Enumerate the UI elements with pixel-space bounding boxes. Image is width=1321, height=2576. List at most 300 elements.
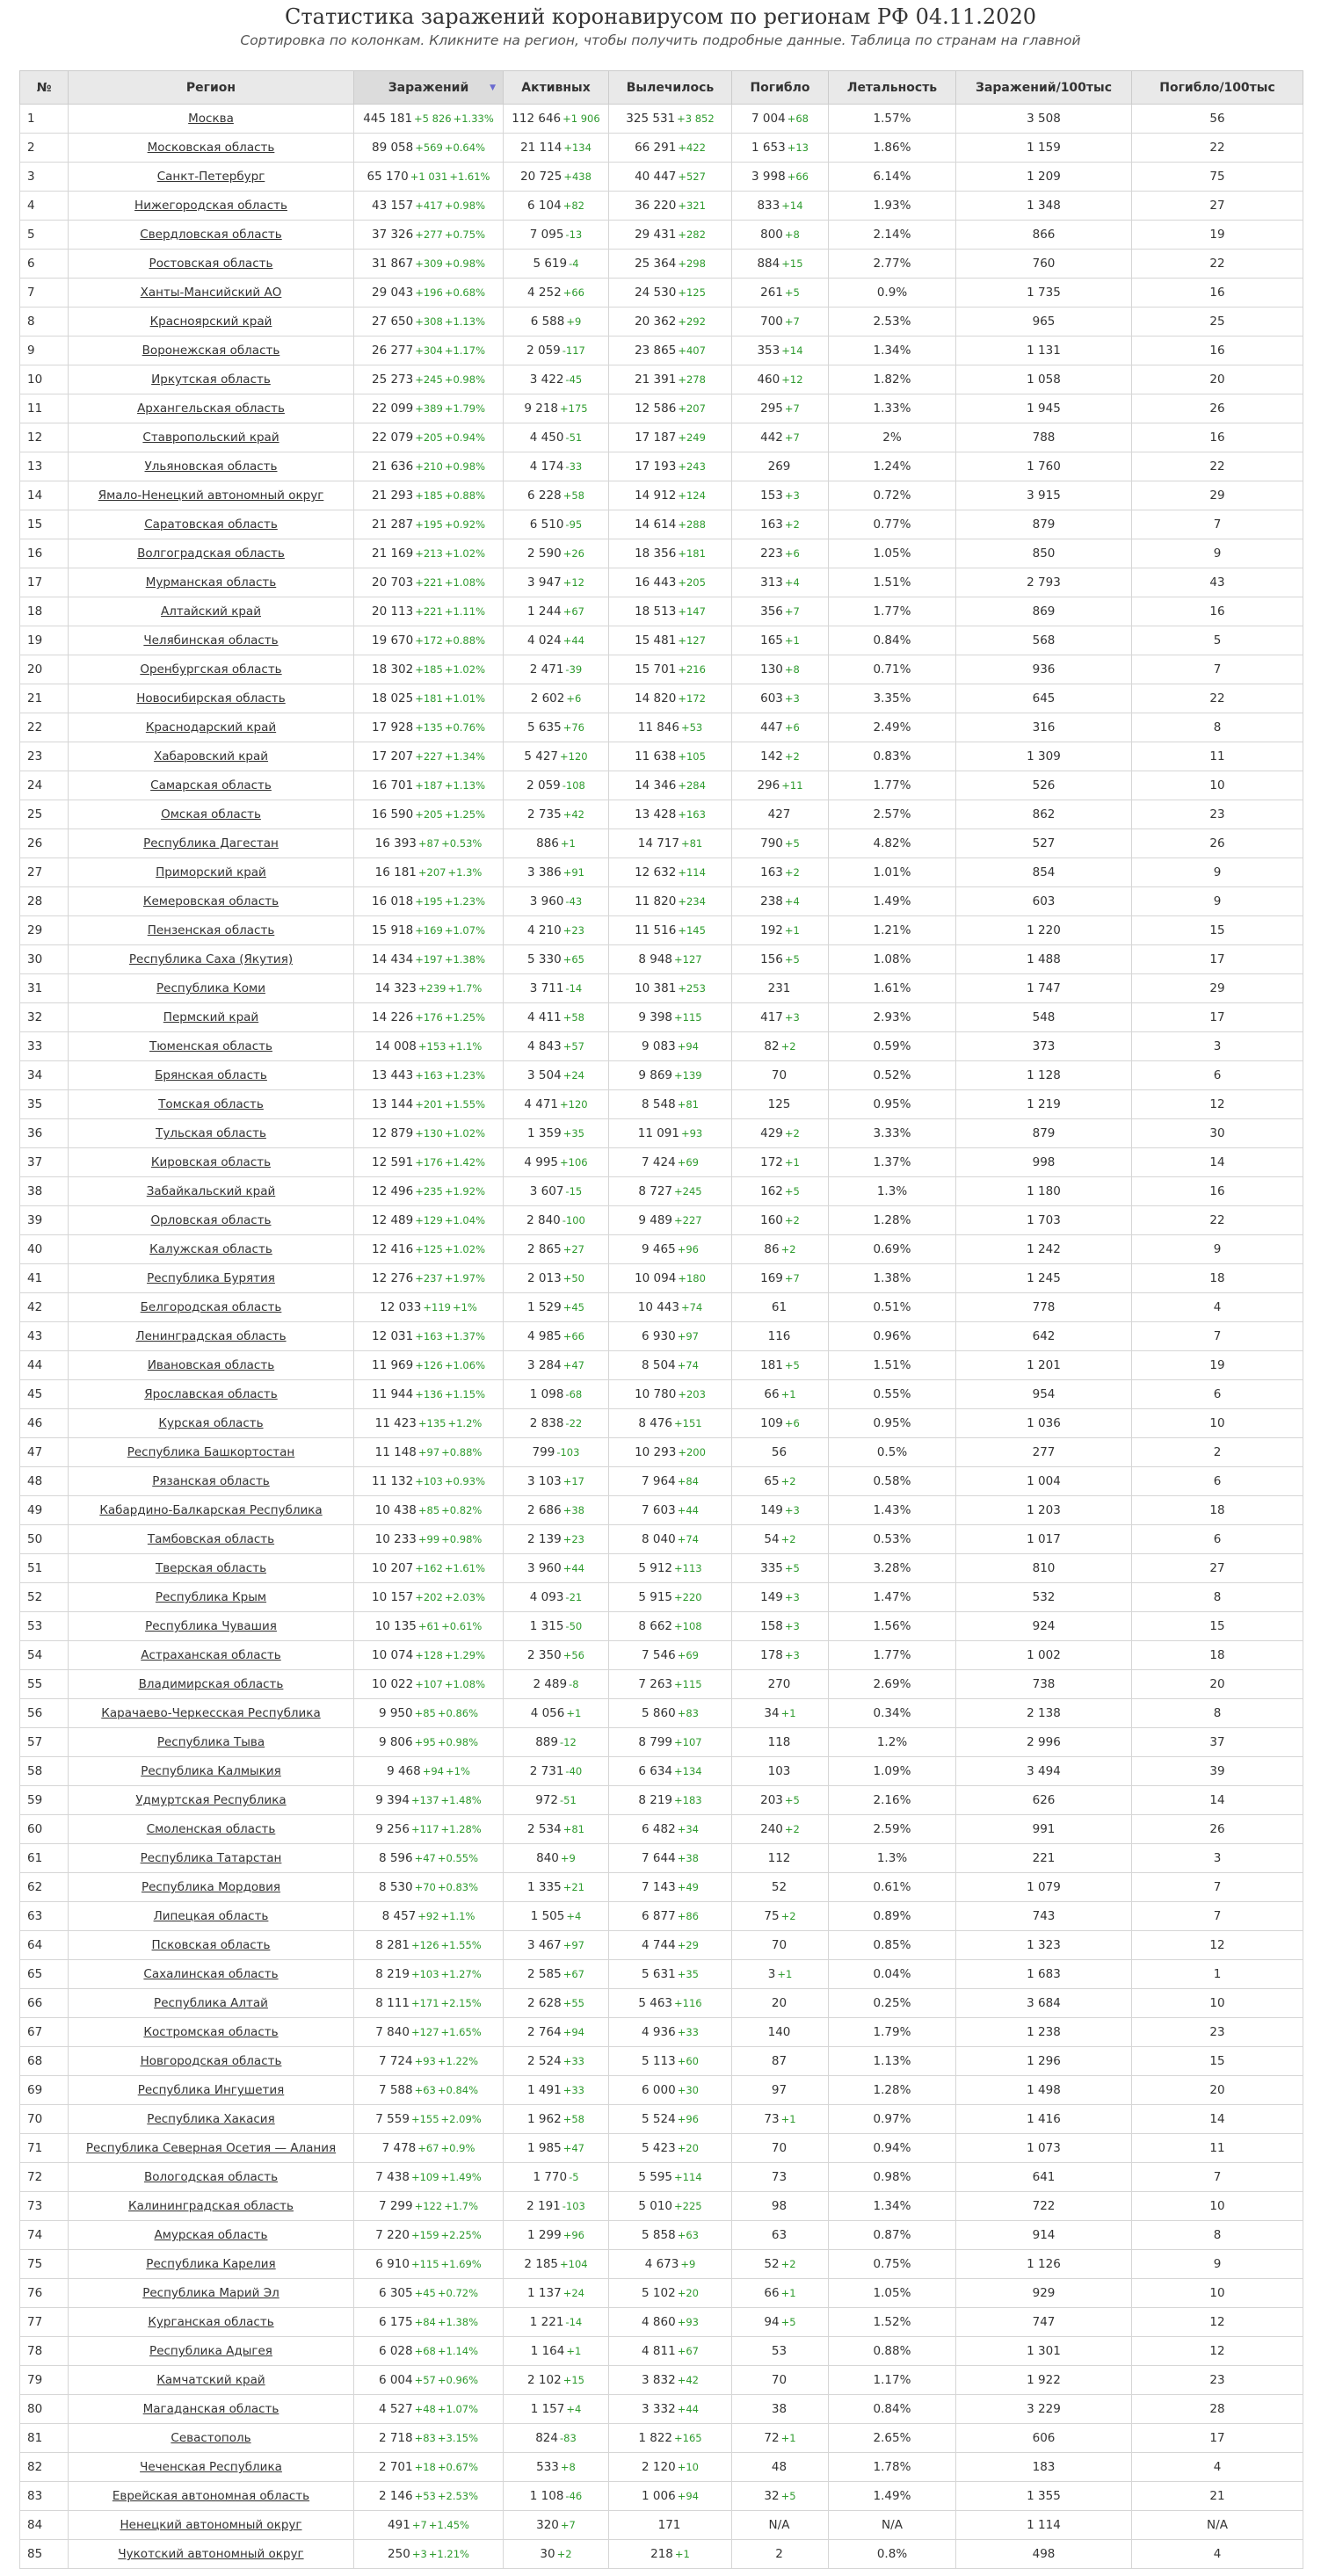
lethality-value: 0.8% <box>876 2547 908 2561</box>
cell-lethality <box>829 1119 956 1148</box>
cell-infected-per-100k <box>956 626 1132 655</box>
cell-deaths-per-100k <box>1132 800 1303 829</box>
recovered-delta: +107 <box>674 1736 702 1748</box>
region-link[interactable]: Амурская область <box>154 2228 268 2242</box>
region-link[interactable]: Ивановская область <box>147 1358 275 1372</box>
active-delta: -100 <box>562 1214 585 1226</box>
region-link[interactable]: Республика Башкортостан <box>127 1445 295 1459</box>
recovered-delta: +134 <box>674 1765 702 1777</box>
column-header-active[interactable]: Активных <box>504 71 609 105</box>
cell-number <box>20 163 69 192</box>
recovered-value: 1 006 <box>642 2489 676 2503</box>
column-header-region[interactable]: Регион <box>69 71 354 105</box>
region-link[interactable]: Республика Чувашия <box>145 1619 277 1633</box>
recovered-delta: +81 <box>677 1098 699 1111</box>
region-link[interactable]: Республика Коми <box>156 981 265 995</box>
cell-region <box>69 2105 354 2134</box>
recovered-delta: +245 <box>674 1185 702 1198</box>
region-link[interactable]: Республика Адыгея <box>149 2344 272 2358</box>
active-value: 1 315 <box>529 1619 564 1633</box>
region-link[interactable]: Москва <box>188 112 234 126</box>
region-link[interactable]: Республика Ингушетия <box>137 2083 285 2097</box>
cell-infected-per-100k <box>956 2134 1132 2163</box>
cell-deaths-per-100k <box>1132 2192 1303 2221</box>
active-value: 1 985 <box>527 2141 562 2155</box>
region-link[interactable]: Приморский край <box>156 865 266 879</box>
region-link[interactable]: Магаданская область <box>142 2402 279 2416</box>
cell-deaths-per-100k <box>1132 221 1303 250</box>
deaths-per-100k-value: 6 <box>1213 1474 1222 1488</box>
cell-recovered <box>609 1525 732 1554</box>
active-value: 1 098 <box>529 1387 564 1401</box>
cell-region <box>69 1090 354 1119</box>
row-number: 24 <box>27 778 43 792</box>
deaths-delta: +6 <box>784 721 800 734</box>
cell-infected-per-100k <box>956 945 1132 974</box>
lethality-value: 1.49% <box>873 2489 911 2503</box>
infected-delta: +18 <box>414 2461 436 2473</box>
region-link[interactable]: Новгородская область <box>140 2054 282 2068</box>
region-link[interactable]: Смоленская область <box>146 1822 276 1836</box>
region-link[interactable]: Республика Северная Осетия — Алания <box>85 2141 337 2155</box>
region-link[interactable]: Республика Бурятия <box>147 1271 275 1285</box>
recovered-delta: +67 <box>677 2345 699 2357</box>
region-link[interactable]: Калужская область <box>149 1242 272 1256</box>
cell-lethality <box>829 1235 956 1264</box>
region-link[interactable]: Воронежская область <box>142 344 280 358</box>
cell-deaths-per-100k <box>1132 1264 1303 1293</box>
region-link[interactable]: Хабаровский край <box>153 749 269 763</box>
active-value: 3 960 <box>527 1561 562 1575</box>
cell-active <box>504 1148 609 1177</box>
row-number: 72 <box>27 2170 43 2184</box>
active-delta: -103 <box>556 1446 580 1458</box>
active-value: 3 284 <box>527 1358 562 1372</box>
cell-infected-per-100k <box>956 1148 1132 1177</box>
recovered-delta: +282 <box>678 228 706 241</box>
region-link[interactable]: Еврейская автономная область <box>112 2489 310 2503</box>
cell-infected <box>354 423 504 452</box>
region-link[interactable]: Чукотский автономный округ <box>118 2547 304 2561</box>
table-row <box>20 1699 1303 1728</box>
region-link[interactable]: Тамбовская область <box>147 1532 275 1546</box>
active-delta: +23 <box>563 924 584 937</box>
recovered-delta: +205 <box>678 576 706 589</box>
column-header-deaths-per-100k[interactable]: Погибло/100тыс <box>1132 71 1303 105</box>
cell-deaths <box>732 568 829 597</box>
recovered-value: 10 094 <box>635 1271 677 1285</box>
cell-lethality <box>829 1583 956 1612</box>
region-link[interactable]: Рязанская область <box>152 1474 270 1488</box>
cell-infected-per-100k <box>956 771 1132 800</box>
cell-infected <box>354 250 504 279</box>
infected-delta: +221 <box>415 605 443 618</box>
infected-per-100k-value: 1 309 <box>1027 749 1061 763</box>
recovered-value: 6 482 <box>642 1822 676 1836</box>
region-link[interactable]: Камчатский край <box>156 2373 265 2387</box>
column-header-number[interactable]: № <box>20 71 69 105</box>
region-link[interactable]: Новосибирская область <box>136 691 286 706</box>
region-link[interactable]: Саратовская область <box>144 517 278 532</box>
region-link[interactable]: Санкт-Петербург <box>156 170 265 184</box>
cell-deaths <box>732 1612 829 1641</box>
region-link[interactable]: Ямало-Ненецкий автономный округ <box>98 488 324 503</box>
cell-region <box>69 2163 354 2192</box>
region-link[interactable]: Республика Дагестан <box>143 836 279 850</box>
cell-deaths-per-100k <box>1132 2337 1303 2366</box>
cell-deaths-per-100k <box>1132 134 1303 163</box>
region-link[interactable]: Владимирская область <box>138 1677 284 1691</box>
active-value: 1 221 <box>529 2315 564 2329</box>
region-link[interactable]: Ханты-Мансийский АО <box>140 286 282 300</box>
cell-infected-per-100k <box>956 568 1132 597</box>
cell-infected <box>354 1699 504 1728</box>
lethality-value: 0.59% <box>873 1039 911 1053</box>
infected-delta: +7 <box>411 2519 427 2531</box>
cell-number <box>20 2453 69 2482</box>
recovered-delta: +249 <box>678 431 706 444</box>
region-link[interactable]: Алтайский край <box>161 604 261 619</box>
region-link[interactable]: Челябинская область <box>143 633 279 648</box>
table-row <box>20 1090 1303 1119</box>
active-delta: -103 <box>562 2200 585 2212</box>
row-number: 65 <box>27 1967 43 1981</box>
region-link[interactable]: Свердловская область <box>140 228 282 242</box>
infected-value: 16 393 <box>374 836 417 850</box>
deaths-value: 160 <box>760 1213 783 1227</box>
cell-recovered <box>609 1177 732 1206</box>
cell-number <box>20 2337 69 2366</box>
cell-region <box>69 597 354 626</box>
cell-deaths-per-100k <box>1132 1235 1303 1264</box>
region-link[interactable]: Республика Марий Эл <box>142 2286 279 2300</box>
region-link[interactable]: Тульская область <box>156 1126 266 1140</box>
infected-per-100k-value: 1 114 <box>1027 2518 1061 2532</box>
deaths-value: 231 <box>767 981 791 995</box>
recovered-value: 21 391 <box>635 373 677 387</box>
recovered-delta: +74 <box>680 1301 703 1313</box>
cell-region <box>69 713 354 742</box>
cell-recovered <box>609 2366 732 2395</box>
cell-number <box>20 1322 69 1351</box>
region-link[interactable]: Курганская область <box>148 2315 274 2329</box>
cell-deaths <box>732 1380 829 1409</box>
cell-infected <box>354 1728 504 1757</box>
infected-delta-percent: +3.15% <box>437 2432 479 2444</box>
active-delta: +96 <box>563 2229 584 2241</box>
active-value: 4 411 <box>527 1010 562 1024</box>
deaths-value: 172 <box>760 1155 783 1169</box>
recovered-value: 2 120 <box>642 2460 676 2474</box>
region-link[interactable]: Республика Калмыкия <box>141 1764 281 1778</box>
deaths-per-100k-value: 26 <box>1209 836 1225 850</box>
recovered-delta: +145 <box>678 924 706 937</box>
active-value: 112 646 <box>512 112 562 126</box>
table-row <box>20 539 1303 568</box>
column-header-deaths[interactable]: Погибло <box>732 71 829 105</box>
recovered-value: 7 644 <box>642 1851 676 1865</box>
cell-infected-per-100k <box>956 1757 1132 1786</box>
region-link[interactable]: Республика Тыва <box>156 1735 265 1749</box>
infected-value: 11 969 <box>371 1358 414 1372</box>
cell-lethality <box>829 1177 956 1206</box>
deaths-delta: +3 <box>784 1504 800 1516</box>
infected-delta: +237 <box>415 1272 443 1284</box>
cell-deaths <box>732 2308 829 2337</box>
cell-infected <box>354 1786 504 1815</box>
cell-deaths <box>732 887 829 916</box>
cell-region <box>69 1380 354 1409</box>
infected-per-100k-value: 998 <box>1032 1155 1056 1169</box>
deaths-value: 130 <box>760 662 783 677</box>
region-link[interactable]: Курская область <box>158 1416 264 1430</box>
cell-active <box>504 684 609 713</box>
region-link[interactable]: Волгоградская область <box>137 546 285 561</box>
cell-infected-per-100k <box>956 2018 1132 2047</box>
region-link[interactable]: Вологодская область <box>143 2170 279 2184</box>
region-link[interactable]: Иркутская область <box>151 373 271 387</box>
region-link[interactable]: Тюменская область <box>149 1039 272 1053</box>
region-link[interactable]: Удмуртская Республика <box>135 1793 287 1807</box>
active-delta: +91 <box>563 866 584 879</box>
region-link[interactable]: Севастополь <box>171 2431 251 2445</box>
active-delta: +38 <box>563 1504 584 1516</box>
region-link[interactable]: Московская область <box>147 141 275 155</box>
region-link[interactable]: Тверская область <box>155 1561 267 1575</box>
table-row <box>20 1989 1303 2018</box>
recovered-value: 3 332 <box>642 2402 676 2416</box>
table-row <box>20 221 1303 250</box>
region-link[interactable]: Ульяновская область <box>144 459 278 474</box>
recovered-value: 25 364 <box>635 257 677 271</box>
region-link[interactable]: Забайкальский край <box>146 1184 276 1198</box>
infected-delta: +159 <box>410 2229 439 2241</box>
column-header-infected-per-100k[interactable]: Заражений/100тыс <box>956 71 1132 105</box>
active-delta: -95 <box>565 518 583 531</box>
infected-value: 4 527 <box>378 2402 413 2416</box>
active-value: 4 471 <box>524 1097 559 1111</box>
lethality-value: 0.9% <box>876 286 908 300</box>
region-link[interactable]: Астраханская область <box>141 1648 281 1662</box>
cell-infected <box>354 2163 504 2192</box>
deaths-per-100k-value: 12 <box>1209 2344 1225 2358</box>
infected-delta-percent: +1.69% <box>440 2258 482 2270</box>
deaths-per-100k-value: 8 <box>1213 1590 1222 1604</box>
infected-per-100k-value: 879 <box>1032 517 1056 532</box>
region-link[interactable]: Республика Мордовия <box>141 1880 281 1894</box>
deaths-delta: +1 <box>784 634 800 647</box>
cell-lethality <box>829 1322 956 1351</box>
row-number: 6 <box>27 257 35 271</box>
deaths-value: 73 <box>764 2112 780 2126</box>
region-link[interactable]: Республика Хакасия <box>147 2112 275 2126</box>
cell-region <box>69 1032 354 1061</box>
row-number: 38 <box>27 1184 43 1198</box>
recovered-value: 5 595 <box>638 2170 673 2184</box>
cell-number <box>20 2163 69 2192</box>
cell-infected <box>354 887 504 916</box>
region-link[interactable]: Республика Татарстан <box>140 1851 282 1865</box>
deaths-per-100k-value: 28 <box>1209 2402 1225 2416</box>
row-number: 18 <box>27 604 43 619</box>
region-link[interactable]: Ростовская область <box>149 257 273 271</box>
recovered-delta: +234 <box>678 895 706 908</box>
region-link[interactable]: Костромская область <box>143 2025 279 2039</box>
region-link[interactable]: Ярославская область <box>144 1387 278 1401</box>
cell-deaths-per-100k <box>1132 2047 1303 2076</box>
infected-delta: +187 <box>415 779 443 792</box>
lethality-value: 1.52% <box>873 2315 911 2329</box>
table-row <box>20 510 1303 539</box>
cell-region <box>69 626 354 655</box>
infected-per-100k-value: 1 004 <box>1027 1474 1061 1488</box>
cell-deaths-per-100k <box>1132 1902 1303 1931</box>
infected-delta: +70 <box>414 1881 436 1893</box>
region-link[interactable]: Республика Саха (Якутия) <box>128 952 294 966</box>
deaths-per-100k-value: 20 <box>1209 2083 1225 2097</box>
region-link[interactable]: Сахалинская область <box>143 1967 279 1981</box>
infected-per-100k-value: 1 079 <box>1027 1880 1061 1894</box>
cell-infected <box>354 2308 504 2337</box>
row-number: 55 <box>27 1677 43 1691</box>
region-link[interactable]: Омская область <box>161 807 261 821</box>
cell-active <box>504 1670 609 1699</box>
region-link[interactable]: Белгородская область <box>140 1300 282 1314</box>
deaths-value: 56 <box>771 1445 788 1459</box>
cell-active <box>504 1960 609 1989</box>
recovered-value: 10 293 <box>635 1445 677 1459</box>
cell-infected <box>354 1931 504 1960</box>
infected-value: 9 950 <box>378 1706 413 1720</box>
cell-lethality <box>829 858 956 887</box>
row-number: 16 <box>27 546 43 561</box>
column-header-infected[interactable] <box>354 71 504 105</box>
cell-lethality <box>829 452 956 481</box>
region-link[interactable]: Ставропольский край <box>142 431 279 445</box>
region-link[interactable]: Кемеровская область <box>142 894 279 908</box>
recovered-value: 11 846 <box>637 720 679 734</box>
row-number: 62 <box>27 1880 43 1894</box>
column-header-recovered[interactable]: Вылечилось <box>609 71 732 105</box>
region-link[interactable]: Томская область <box>158 1097 264 1111</box>
active-value: 2 590 <box>527 546 562 561</box>
region-link[interactable]: Брянская область <box>155 1068 267 1082</box>
lethality-value: 2.49% <box>873 720 911 734</box>
region-link[interactable]: Карачаево-Черкесская Республика <box>101 1706 321 1720</box>
recovered-delta: +33 <box>677 2026 699 2038</box>
region-link[interactable]: Красноярский край <box>149 315 272 329</box>
table-row <box>20 916 1303 945</box>
cell-lethality <box>829 771 956 800</box>
row-number: 85 <box>27 2547 43 2561</box>
region-link[interactable]: Чеченская Республика <box>140 2460 282 2474</box>
infected-delta: +68 <box>414 2345 436 2357</box>
table-row <box>20 2018 1303 2047</box>
deaths-per-100k-value: 17 <box>1209 1010 1225 1024</box>
region-link[interactable]: Пермский край <box>163 1010 259 1024</box>
region-link[interactable]: Липецкая область <box>153 1909 269 1923</box>
lethality-value: 3.35% <box>873 691 911 706</box>
active-delta: +94 <box>563 2026 584 2038</box>
region-link[interactable]: Кировская область <box>150 1155 272 1169</box>
cell-number <box>20 1264 69 1293</box>
row-number: 52 <box>27 1590 43 1604</box>
active-value: 3 103 <box>527 1474 562 1488</box>
infected-delta-percent: +0.98% <box>441 1533 483 1545</box>
region-link[interactable]: Самарская область <box>150 778 272 792</box>
infected-per-100k-value: 778 <box>1032 1300 1056 1314</box>
infected-delta: +95 <box>414 1736 436 1748</box>
region-link[interactable]: Пензенская область <box>147 923 275 937</box>
cell-active <box>504 394 609 423</box>
cell-active <box>504 134 609 163</box>
infected-value: 12 416 <box>371 1242 414 1256</box>
table-row <box>20 1235 1303 1264</box>
recovered-value: 5 915 <box>638 1590 673 1604</box>
infected-delta-percent: +0.98% <box>437 1736 479 1748</box>
cell-deaths <box>732 1438 829 1467</box>
cell-region <box>69 2540 354 2569</box>
active-delta: +6 <box>566 692 582 705</box>
recovered-value: 8 948 <box>638 952 673 966</box>
cell-number <box>20 423 69 452</box>
region-link[interactable]: Архангельская область <box>137 402 285 416</box>
region-link[interactable]: Ненецкий автономный округ <box>120 2518 302 2532</box>
cell-deaths-per-100k <box>1132 250 1303 279</box>
deaths-delta: +15 <box>781 257 803 270</box>
lethality-value: 0.71% <box>873 662 911 677</box>
region-link[interactable]: Краснодарский край <box>145 720 277 734</box>
deaths-value: 3 998 <box>751 170 786 184</box>
cell-deaths <box>732 655 829 684</box>
infected-value: 89 058 <box>371 141 414 155</box>
region-link[interactable]: Оренбургская область <box>140 662 282 677</box>
region-link[interactable]: Республика Крым <box>155 1590 267 1604</box>
infected-value: 2 718 <box>378 2431 413 2445</box>
infected-delta-percent: +0.76% <box>444 721 485 734</box>
infected-per-100k-value: 743 <box>1032 1909 1056 1923</box>
cell-lethality <box>829 1264 956 1293</box>
cell-infected <box>354 539 504 568</box>
recovered-delta: +139 <box>674 1069 702 1082</box>
cell-deaths <box>732 2279 829 2308</box>
cell-recovered <box>609 1264 732 1293</box>
region-link[interactable]: Нижегородская область <box>134 199 287 213</box>
cell-deaths-per-100k <box>1132 771 1303 800</box>
active-value: 5 427 <box>524 749 559 763</box>
infected-delta: +163 <box>415 1069 443 1082</box>
region-link[interactable]: Кабардино-Балкарская Республика <box>99 1503 323 1517</box>
active-delta: -40 <box>565 1765 583 1777</box>
table-row <box>20 1641 1303 1670</box>
cell-active <box>504 308 609 336</box>
cell-deaths-per-100k <box>1132 1612 1303 1641</box>
region-link[interactable]: Псковская область <box>151 1938 271 1952</box>
infected-delta: +207 <box>417 866 446 879</box>
cell-deaths-per-100k <box>1132 539 1303 568</box>
region-link[interactable]: Республика Карелия <box>146 2257 276 2271</box>
infected-value: 17 928 <box>371 720 414 734</box>
cell-active <box>504 829 609 858</box>
region-link[interactable]: Республика Алтай <box>154 1996 268 2010</box>
column-header-lethality[interactable]: Летальность <box>829 71 956 105</box>
region-link[interactable]: Мурманская область <box>145 575 277 590</box>
cell-active <box>504 713 609 742</box>
region-link[interactable]: Калининградская область <box>128 2199 294 2213</box>
region-link[interactable]: Ленинградская область <box>135 1329 287 1343</box>
region-link[interactable]: Орловская область <box>150 1213 272 1227</box>
cell-active <box>504 655 609 684</box>
